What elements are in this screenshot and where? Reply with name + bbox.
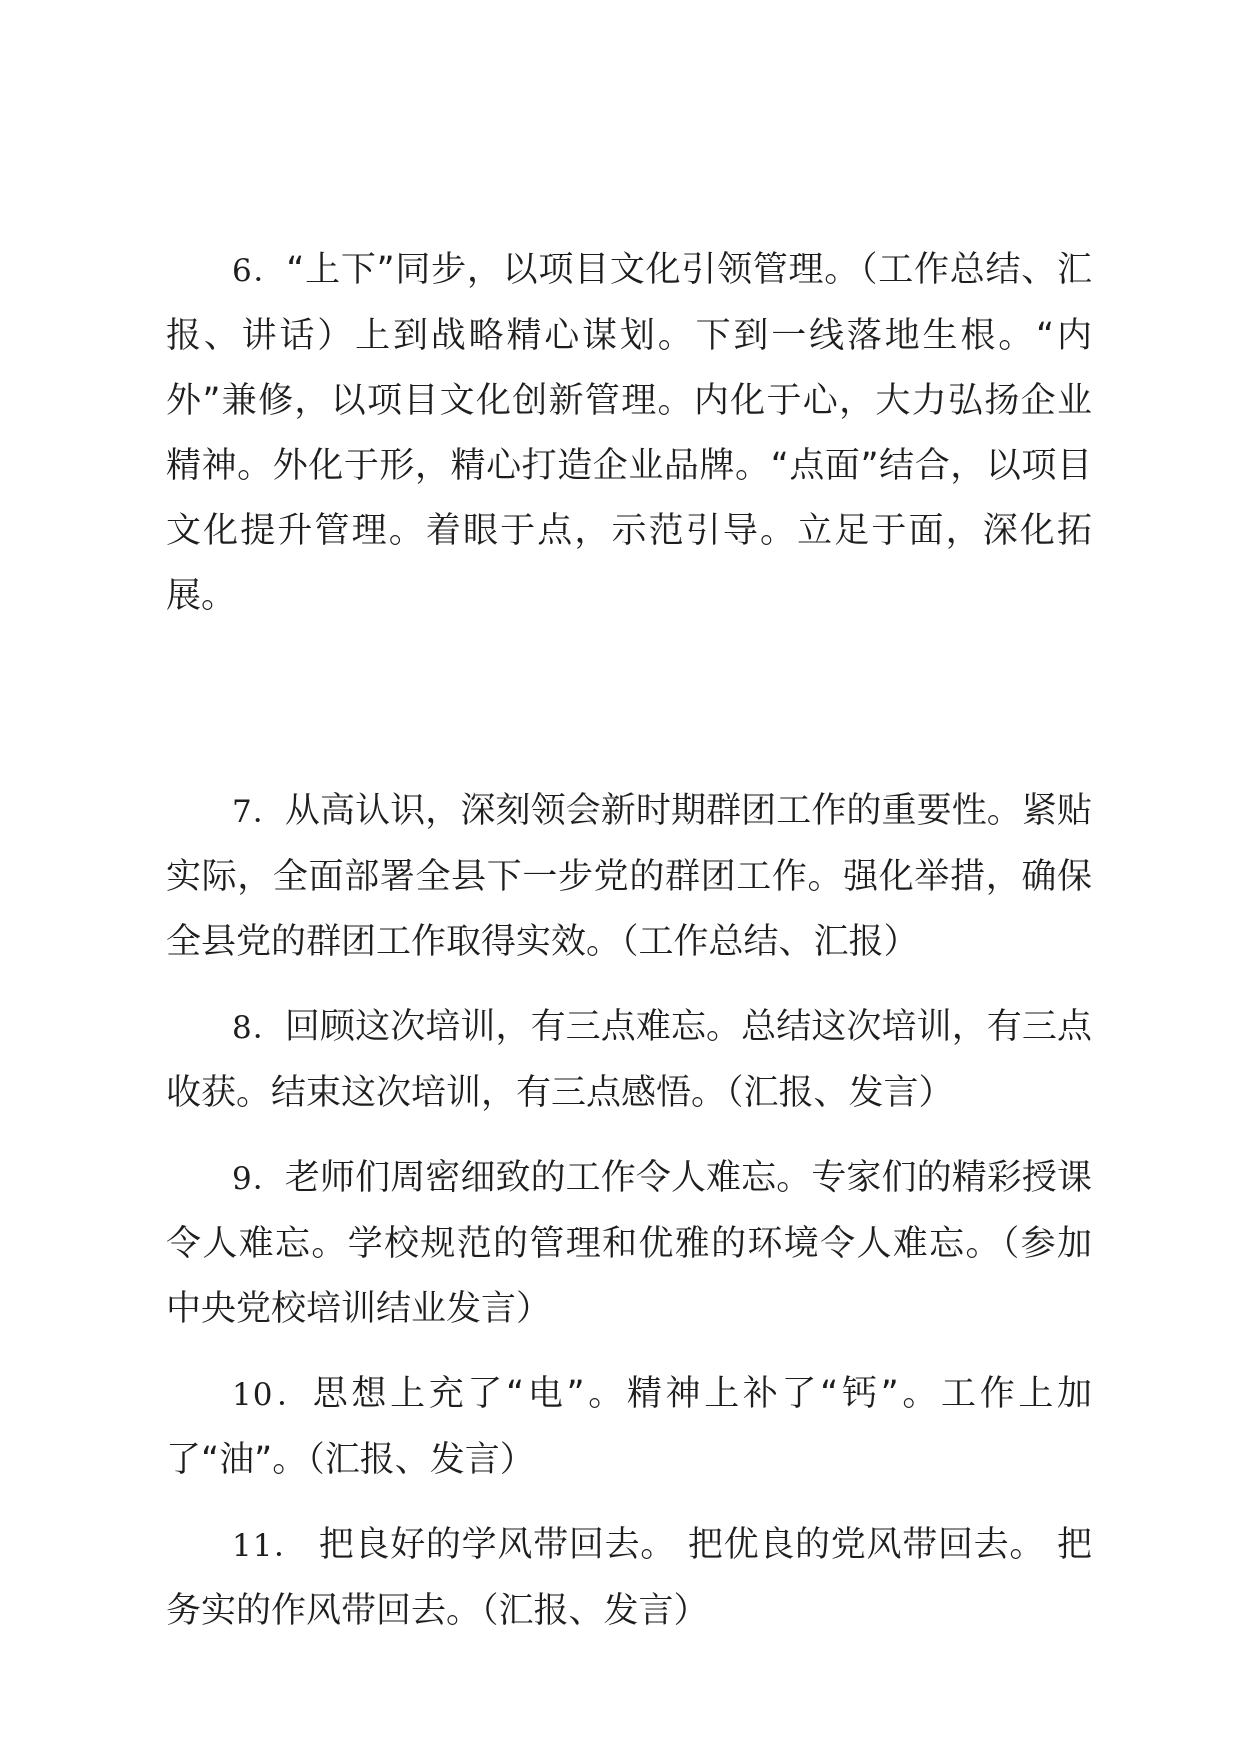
paragraph-11 [166, 1513, 1092, 1644]
paragraph-text: “上下”同步，以项目文化引领管理。（工作总结、汇报、讲话）上到战略精心谋划。下到一线落地生根。“内外”兼修，以项目文化创新管理。内化于心，大力弘扬企业精神。外化于形，精心打造企业品牌。“点面”结合，以项目文化提升管理。着眼于点，示范引导。立足于面，深化拓展。 [166, 250, 1092, 616]
document-body [166, 238, 1092, 1664]
paragraph-10 [166, 1362, 1092, 1493]
paragraph-text: 回顾这次培训，有三点难忘。总结这次培训，有三点收获。结束这次培训，有三点感悟。（汇报、发言） [166, 1007, 1092, 1113]
paragraph-9 [166, 1146, 1092, 1342]
paragraph-number: 8． [232, 1010, 285, 1046]
paragraph-text: 思想上充了“电”。精神上补了“钙”。工作上加了“油”。（汇报、发言） [166, 1374, 1093, 1480]
paragraph-number: 6． [232, 253, 287, 289]
paragraph-text: 老师们周密细致的工作令人难忘。专家们的精彩授课令人难忘。学校规范的管理和优雅的环境令人难忘。（参加中央党校培训结业发言） [166, 1158, 1092, 1329]
paragraph-8 [166, 995, 1092, 1126]
paragraph-number: 9． [232, 1161, 285, 1197]
paragraph-number: 7． [232, 794, 285, 830]
paragraph-text: 把良好的学风带回去。 把优良的党风带回去。 把务实的作风带回去。（汇报、发言） [166, 1525, 1092, 1631]
paragraph-number: 11． [232, 1528, 307, 1564]
paragraph-number: 10． [232, 1377, 313, 1413]
paragraph-7 [166, 779, 1092, 975]
paragraph-6 [166, 238, 1092, 629]
paragraph-text: 从高认识，深刻领会新时期群团工作的重要性。紧贴实际，全面部署全县下一步党的群团工作。强化举措，确保全县党的群团工作取得实效。（工作总结、汇报） [166, 791, 1092, 962]
